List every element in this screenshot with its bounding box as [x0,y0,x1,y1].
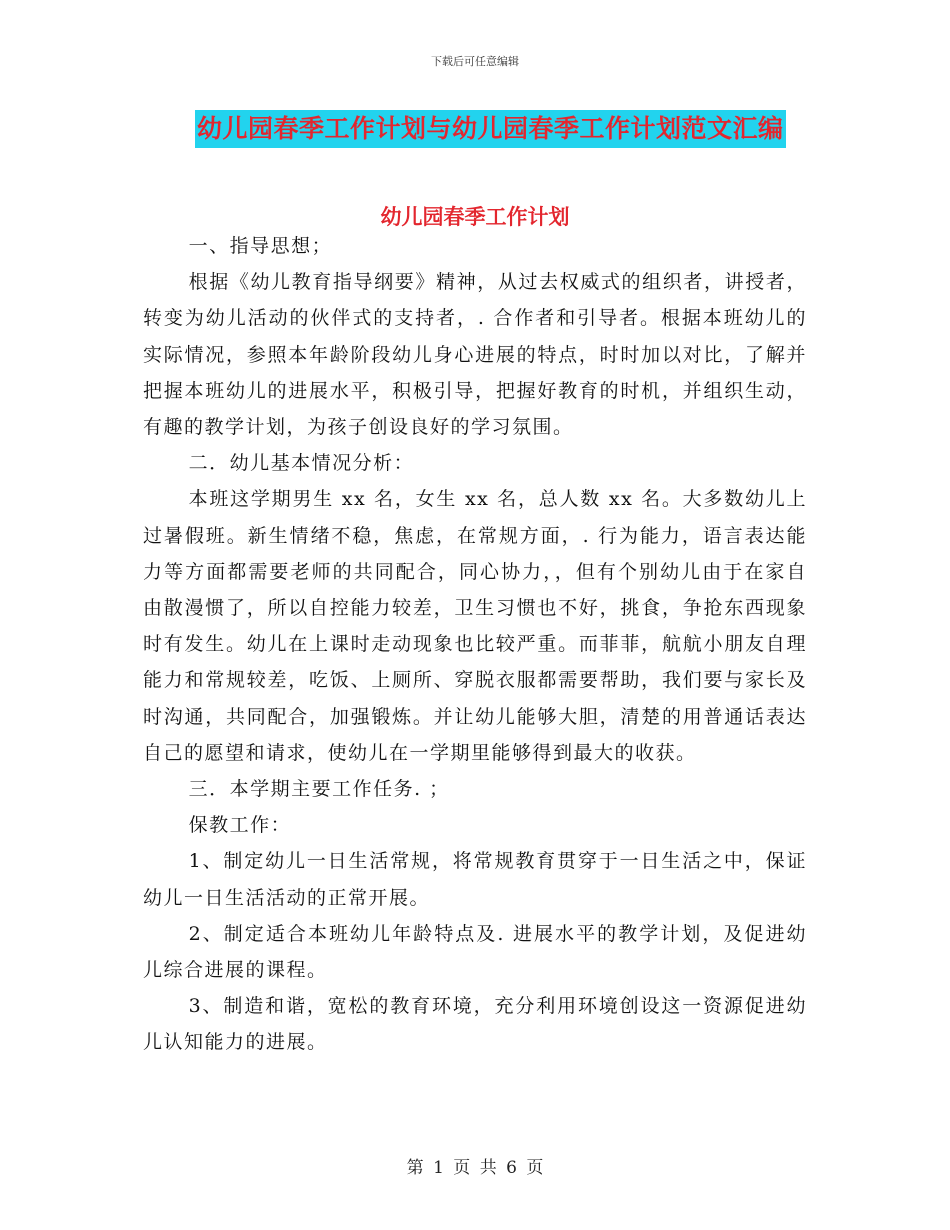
paragraph-guiding-ideology: 根据《幼儿教育指导纲要》精神，从过去权威式的组织者，讲授者，转变为幼儿活动的伙伴式的支持者，. 合作者和引导者。根据本班幼儿的实际情况，参照本年龄阶段幼儿身心进展的特点，时时加以对比，了解并把握本班幼儿的进展水平，积极引导，把握好教育的时机，并组织生动，有趣的教学计划，为孩子创设良好的学习氛围。 [143,271,807,439]
section-title: 幼儿园春季工作计划 [380,205,570,229]
main-title: 幼儿园春季工作计划与幼儿园春季工作计划范文汇编 [197,114,784,143]
heading-class-analysis: 二．幼儿基本情况分析： [188,452,415,475]
page-number: 第 1 页 共 6 页 [406,1158,544,1178]
list-item-3: 3、制造和谐，宽松的教育环境，充分利用环境创设这一资源促进幼儿认知能力的进展。 [143,995,807,1054]
heading-guiding-ideology: 一、指导思想； [188,235,333,257]
list-item-2: 2、制定适合本班幼儿年龄特点及. 进展水平的教学计划，及促进幼儿综合进展的课程。 [143,922,807,982]
paragraph-class-analysis: 本班这学期男生 xx 名，女生 xx 名，总人数 xx 名。大多数幼儿上过暑假班。新生情绪不稳，焦虑，在常规方面，. 行为能力，语言表达能力等方面都需要老师的共同配合，同心协力，，但有个别幼儿由于在家自由散漫惯了，所以自控能力较差，卫生习惯也不好，挑食，争抢东西现象时有发生。幼儿在上课时走动现象也比较严重。而菲菲，航航小朋友自理能力和常规较差，吃饭、上厕所、穿脱衣服都需要帮助，我们要与家长及时沟通，共同配合，加强锻炼。并让幼儿能够大胆，清楚的用普通话表达自己的愿望和请求，使幼儿在一学期里能够得到最大的收获。 [143,488,807,764]
list-item-1: 1、制定幼儿一日生活常规，将常规教育贯穿于一日生活之中，保证幼儿一日生活活动的正常开展。 [143,850,807,909]
main-title-highlight [195,110,786,148]
heading-main-tasks: 三．本学期主要工作任务. ； [188,778,450,801]
heading-care-education: 保教工作： [188,814,292,837]
header-note: 下载后可任意编辑 [431,55,519,68]
document-body [143,228,807,1061]
